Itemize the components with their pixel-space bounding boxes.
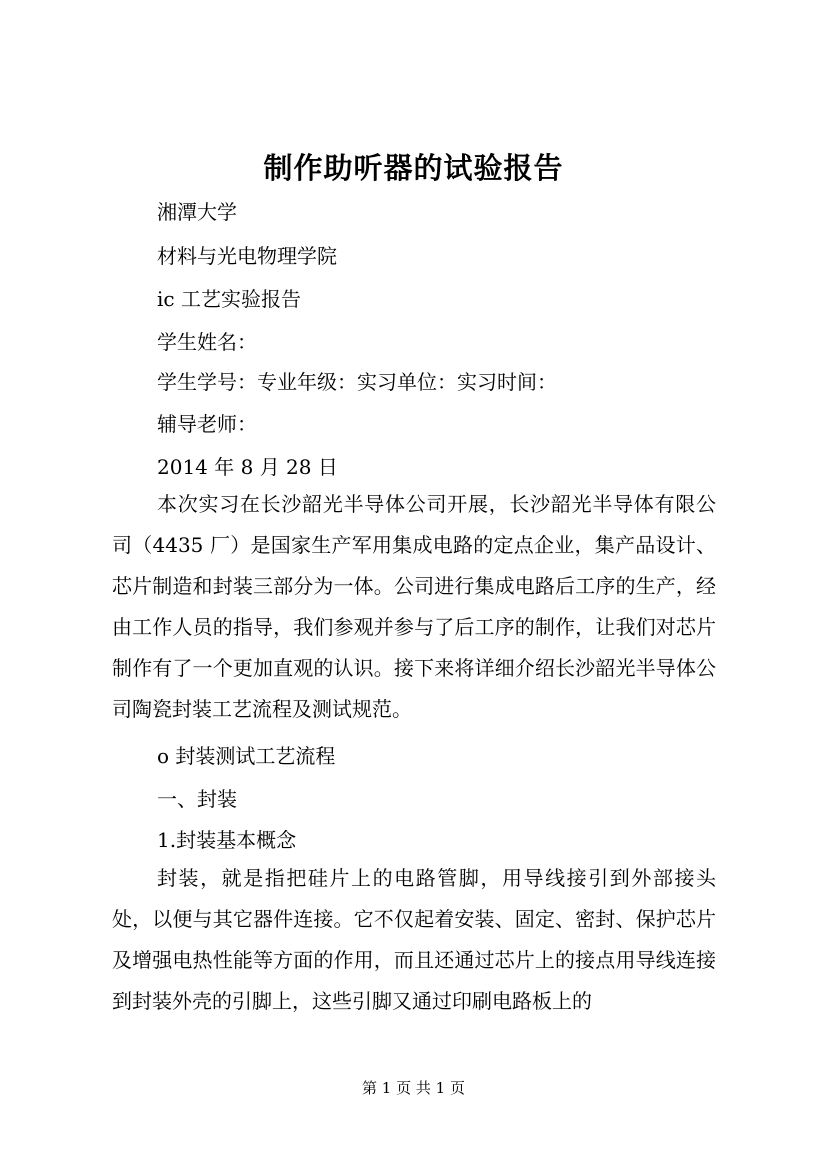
- advisor-line: 辅导老师：: [157, 412, 257, 436]
- university-line: 湘潭大学: [157, 200, 237, 224]
- college-line: 材料与光电物理学院: [157, 244, 337, 268]
- chapter-heading: 一、封装: [157, 787, 237, 811]
- date-line: 2014 年 8 月 28 日: [157, 455, 338, 479]
- page-footer: 第 1 页 共 1 页: [362, 1079, 465, 1097]
- document-title: 制作助听器的试验报告: [263, 151, 564, 185]
- student-name-line: 学生姓名：: [157, 330, 257, 354]
- intro-paragraph: 本次实习在长沙韶光半导体公司开展，长沙韶光半导体有限公司（4435 厂）是国家生产军用集成电路的定点企业，集产品设计、芯片制造和封装三部分为一体。公司进行集成电路后工序的生产，经由工作人员的指导，我们参观并参与了后工序的制作，让我们对芯片制作有了一个更加直观的认识。接下来将详细介绍长沙韶光半导体公司陶瓷封装工艺流程及测试规范。: [112, 492, 716, 721]
- body-paragraph: 封装，就是指把硅片上的电路管脚，用导线接引到外部接头处，以便与其它器件连接。它不仅起着安装、固定、密封、保护芯片及增强电热性能等方面的作用，而且还通过芯片上的接点用导线连接到封装外壳的引脚上，这些引脚又通过印刷电路板上的: [112, 866, 716, 1013]
- subsection-heading: 1.封装基本概念: [157, 828, 297, 852]
- section-heading: o 封装测试工艺流程: [157, 744, 336, 768]
- student-info-line: 学生学号：专业年级：实习单位：实习时间：: [157, 370, 557, 394]
- report-type-line: ic 工艺实验报告: [157, 287, 301, 311]
